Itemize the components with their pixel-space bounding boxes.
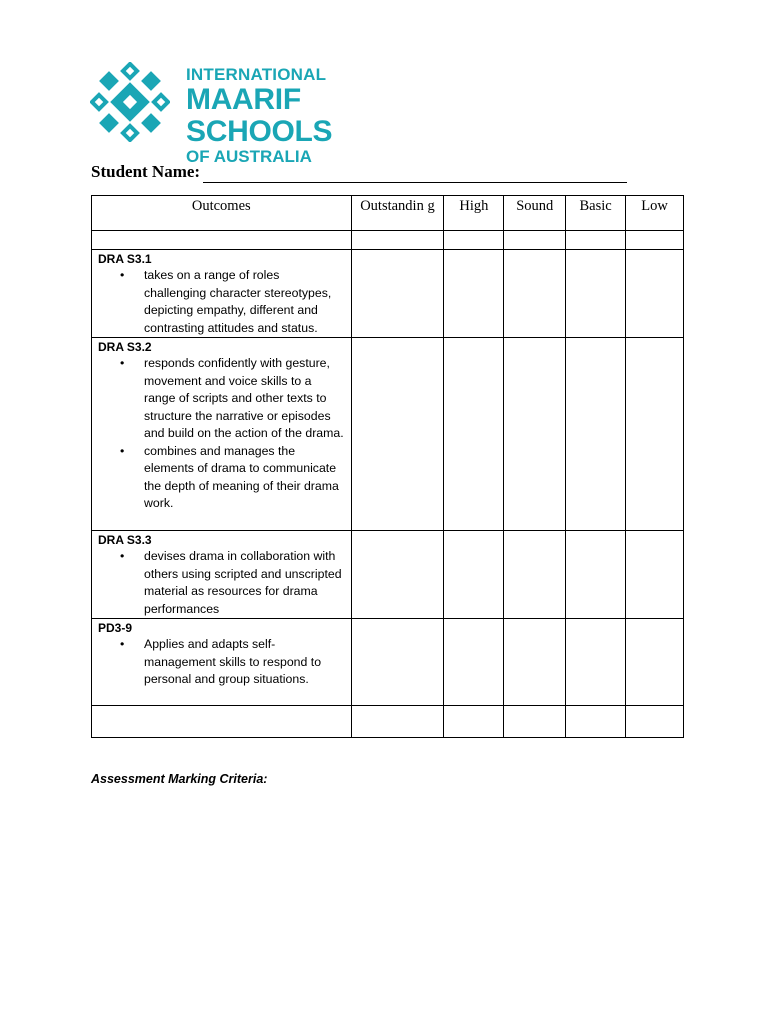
outcome-text: Applies and adapts self-management skills to respond to personal and group situations. bbox=[144, 637, 322, 686]
outcome-list bbox=[92, 636, 351, 689]
rating-cell-basic[interactable] bbox=[566, 619, 626, 706]
outcome-list bbox=[92, 355, 351, 513]
table-cell[interactable] bbox=[626, 231, 684, 250]
rating-cell-basic[interactable] bbox=[566, 338, 626, 531]
outcome-text: takes on a range of roles challenging character stereotypes, depicting empathy, different and contrasting attitudes and status. bbox=[144, 268, 332, 335]
outcome-list bbox=[92, 267, 351, 337]
assessment-criteria-heading: Assessment Marking Criteria: bbox=[91, 772, 268, 786]
rating-cell-outstanding[interactable] bbox=[351, 338, 444, 531]
rating-cell-low[interactable] bbox=[626, 338, 684, 531]
outcome-cell bbox=[92, 338, 352, 531]
table-row-empty bbox=[92, 706, 684, 738]
bullet-icon: • bbox=[120, 443, 125, 458]
header-high: High bbox=[444, 196, 504, 231]
student-name-row bbox=[91, 162, 627, 183]
rating-cell-outstanding[interactable] bbox=[351, 250, 444, 338]
table-cell[interactable] bbox=[626, 706, 684, 738]
header-outcomes: Outcomes bbox=[92, 196, 352, 231]
header-sound: Sound bbox=[504, 196, 566, 231]
bullet-icon: • bbox=[120, 549, 125, 563]
list-item bbox=[120, 355, 351, 443]
logo-line-1: INTERNATIONAL bbox=[186, 65, 327, 84]
list-item bbox=[120, 548, 351, 618]
outcome-cell bbox=[92, 531, 352, 619]
table-cell[interactable] bbox=[351, 231, 444, 250]
list-item bbox=[120, 443, 351, 513]
table-row bbox=[92, 531, 684, 619]
outcome-cell bbox=[92, 250, 352, 338]
header-outstanding: Outstandin g bbox=[351, 196, 444, 231]
outcome-text: responds confidently with gesture, movement and voice skills to a range of scripts and other texts to structure the narrative or episodes and build on the action of the drama. bbox=[144, 356, 344, 440]
logo-line-3: OF AUSTRALIA bbox=[186, 147, 312, 166]
table-cell[interactable] bbox=[444, 706, 504, 738]
table-cell[interactable] bbox=[92, 706, 352, 738]
rating-cell-outstanding[interactable] bbox=[351, 531, 444, 619]
bullet-icon: • bbox=[120, 268, 125, 282]
rating-cell-low[interactable] bbox=[626, 619, 684, 706]
rating-cell-sound[interactable] bbox=[504, 619, 566, 706]
outcome-text: combines and manages the elements of drama to communicate the depth of meaning of their drama work. bbox=[144, 443, 339, 510]
table-row-empty bbox=[92, 231, 684, 250]
rating-cell-high[interactable] bbox=[444, 531, 504, 619]
outcome-code: DRA S3.2 bbox=[98, 340, 152, 354]
rating-cell-basic[interactable] bbox=[566, 250, 626, 338]
student-name-field[interactable] bbox=[203, 162, 627, 183]
outcome-cell bbox=[92, 619, 352, 706]
rating-cell-sound[interactable] bbox=[504, 250, 566, 338]
list-item bbox=[120, 636, 351, 689]
rating-cell-high[interactable] bbox=[444, 619, 504, 706]
rating-cell-low[interactable] bbox=[626, 531, 684, 619]
table-cell[interactable] bbox=[351, 706, 444, 738]
rating-cell-sound[interactable] bbox=[504, 531, 566, 619]
outcome-code: PD3-9 bbox=[98, 621, 133, 635]
student-name-label: Student Name: bbox=[91, 162, 201, 181]
outcome-list bbox=[92, 548, 351, 618]
rating-cell-high[interactable] bbox=[444, 338, 504, 531]
rating-cell-low[interactable] bbox=[626, 250, 684, 338]
table-header-row bbox=[92, 196, 684, 231]
rating-cell-basic[interactable] bbox=[566, 531, 626, 619]
header-basic: Basic bbox=[566, 196, 626, 231]
table-row bbox=[92, 619, 684, 706]
table-cell[interactable] bbox=[444, 231, 504, 250]
bullet-icon: • bbox=[120, 356, 125, 370]
school-logo bbox=[90, 62, 420, 166]
table-cell[interactable] bbox=[92, 231, 352, 250]
logo-line-2: MAARIF SCHOOLS bbox=[186, 83, 333, 148]
outcome-code: DRA S3.3 bbox=[98, 533, 152, 547]
rating-cell-outstanding[interactable] bbox=[351, 619, 444, 706]
table-cell[interactable] bbox=[566, 231, 626, 250]
school-name bbox=[186, 66, 420, 166]
list-item bbox=[120, 267, 351, 337]
outcome-text: devises drama in collaboration with others using scripted and unscripted material as resources for drama performances bbox=[144, 549, 342, 616]
rating-cell-high[interactable] bbox=[444, 250, 504, 338]
table-cell[interactable] bbox=[504, 231, 566, 250]
table-row bbox=[92, 338, 684, 531]
school-emblem-icon bbox=[90, 62, 170, 142]
outcome-code: DRA S3.1 bbox=[98, 252, 152, 266]
table-cell[interactable] bbox=[566, 706, 626, 738]
table-row bbox=[92, 250, 684, 338]
rubric-table bbox=[91, 195, 684, 738]
bullet-icon: • bbox=[120, 637, 125, 651]
header-low: Low bbox=[626, 196, 684, 231]
table-cell[interactable] bbox=[504, 706, 566, 738]
rating-cell-sound[interactable] bbox=[504, 338, 566, 531]
